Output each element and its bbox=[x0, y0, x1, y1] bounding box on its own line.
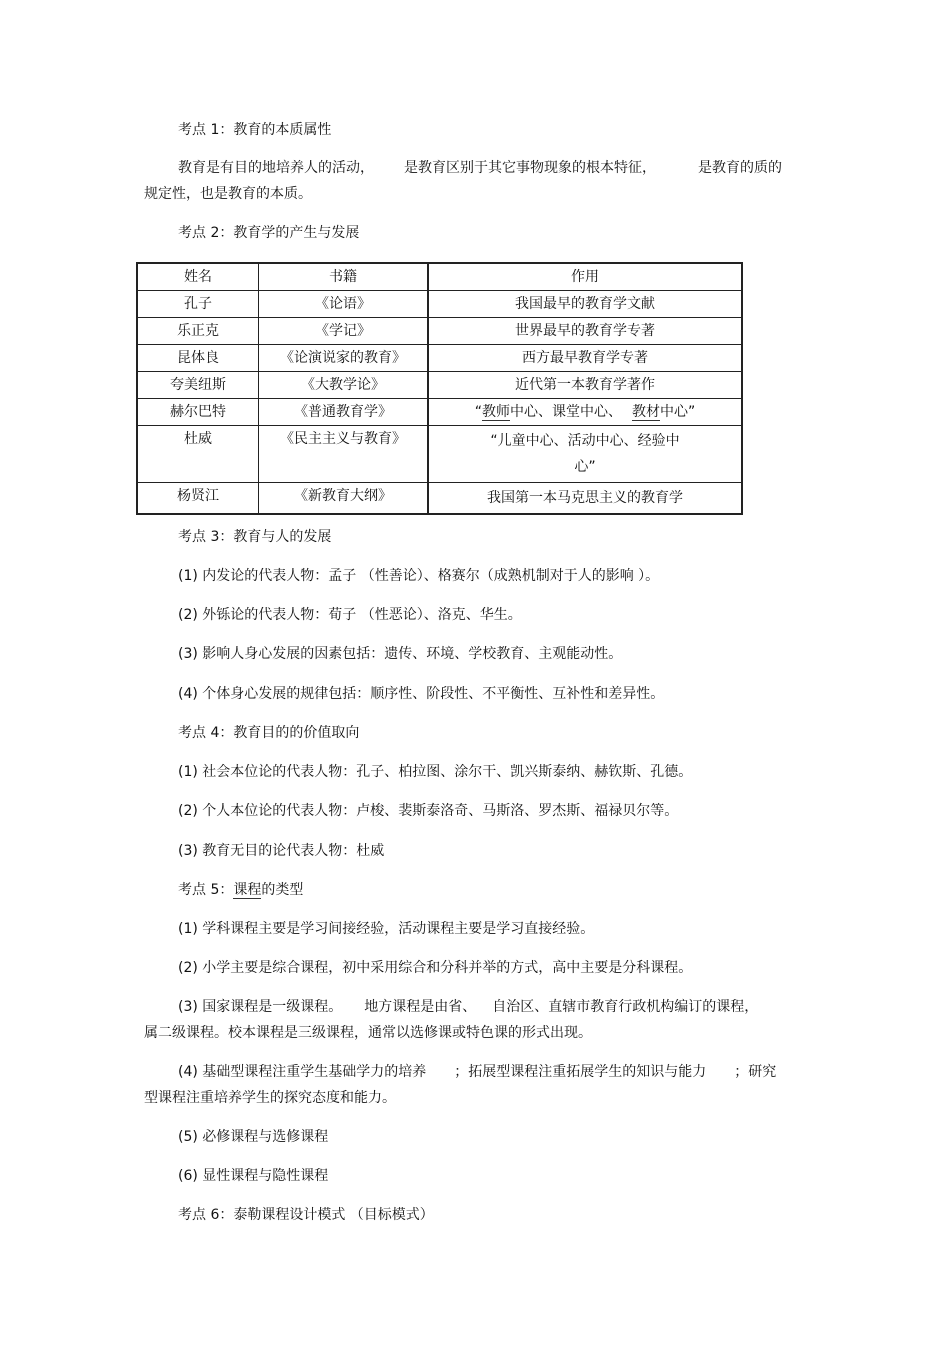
cell-name: 杨贤江 bbox=[137, 483, 259, 515]
kaodian1-para-part3: 是教育的质的 bbox=[698, 160, 782, 176]
kaodian5-title-suffix: 的类型 bbox=[261, 882, 304, 898]
role-end: 中心” bbox=[660, 404, 696, 420]
kaodian4-item-3: (3) 教育无目的论代表人物：杜威 bbox=[178, 843, 385, 859]
kaodian4-item-1: (1) 社会本位论的代表人物：孔子、柏拉图、涂尔干、凯兴斯泰纳、赫钦斯、孔德。 bbox=[178, 764, 693, 780]
cell-role: 世界最早的教育学专著 bbox=[428, 318, 742, 345]
item4-part-c: ；研究 bbox=[734, 1064, 777, 1080]
cell-book: 《学记》 bbox=[259, 318, 429, 345]
kaodian1-paragraph-line2: 规定性，也是教育的本质。 bbox=[144, 186, 312, 202]
item3-part-c: 自治区、直辖市教育行政机构编订的课程， bbox=[492, 999, 759, 1015]
cell-name: 杜威 bbox=[137, 426, 259, 483]
item3-part-b: 地方课程是由省、 bbox=[364, 999, 477, 1015]
header-role: 作用 bbox=[428, 263, 742, 291]
role-text: 我国第一本马克思主义的教育学 bbox=[487, 490, 683, 506]
table-row bbox=[137, 345, 742, 372]
kaodian5-item-5: (5) 必修课程与选修课程 bbox=[178, 1129, 329, 1145]
kaodian6-title: 考点 6：泰勒课程设计模式 （目标模式） bbox=[178, 1207, 434, 1223]
kaodian4-item-2: (2) 个人本位论的代表人物：卢梭、裴斯泰洛奇、马斯洛、罗杰斯、福禄贝尔等。 bbox=[178, 803, 679, 819]
kaodian1-para-part1: 教育是有目的地培养人的活动， bbox=[178, 160, 374, 176]
cell-book: 《论语》 bbox=[259, 291, 429, 318]
kaodian4-title: 考点 4：教育目的的价值取向 bbox=[178, 725, 360, 741]
kaodian5-title bbox=[178, 881, 303, 899]
cell-name: 孔子 bbox=[137, 291, 259, 318]
cell-name: 赫尔巴特 bbox=[137, 399, 259, 426]
kaodian5-item-1: (1) 学科课程主要是学习间接经验，活动课程主要是学习直接经验。 bbox=[178, 921, 595, 937]
cell-book: 《普通教育学》 bbox=[259, 399, 429, 426]
kaodian5-item-4-line2: 型课程注重培养学生的探究态度和能力。 bbox=[144, 1090, 396, 1106]
cell-book: 《论演说家的教育》 bbox=[259, 345, 429, 372]
kaodian5-item-6: (6) 显性课程与隐性课程 bbox=[178, 1168, 329, 1184]
kaodian5-item-3-line1 bbox=[178, 998, 758, 1016]
cell-role bbox=[428, 483, 742, 515]
kaodian3-item-3: (3) 影响人身心发展的因素包括：遗传、环境、学校教育、主观能动性。 bbox=[178, 646, 623, 662]
header-book: 书籍 bbox=[259, 263, 429, 291]
kaodian3-item-2: (2) 外铄论的代表人物：荀子 （性恶论）、洛克、华生。 bbox=[178, 607, 522, 623]
cell-role-herbart bbox=[428, 399, 742, 426]
link-teacher[interactable]: 教师 bbox=[482, 404, 510, 420]
cell-book: 《新教育大纲》 bbox=[259, 483, 429, 515]
kaodian1-title: 考点 1：教育的本质属性 bbox=[178, 122, 332, 138]
cell-book: 《大教学论》 bbox=[259, 372, 429, 399]
header-name: 姓名 bbox=[137, 263, 259, 291]
table-header-row bbox=[137, 263, 742, 291]
kaodian3-item-1: (1) 内发论的代表人物：孟子 （性善论）、格赛尔（成熟机制对于人的影响 ）。 bbox=[178, 568, 660, 584]
kaodian5-item-3-line2: 属二级课程。校本课程是三级课程，通常以选修课或特色课的形式出现。 bbox=[144, 1025, 592, 1041]
table-row bbox=[137, 372, 742, 399]
cell-name: 昆体良 bbox=[137, 345, 259, 372]
table-row bbox=[137, 426, 742, 483]
cell-role bbox=[428, 426, 742, 483]
role-text: “儿童中心、活动中心、经验中心” bbox=[490, 433, 680, 475]
kaodian1-paragraph-line1 bbox=[178, 159, 782, 177]
link-textbook[interactable]: 教材 bbox=[632, 404, 660, 420]
kaodian5-item-4-line1 bbox=[178, 1063, 776, 1081]
kaodian3-title: 考点 3：教育与人的发展 bbox=[178, 529, 332, 545]
kaodian2-title: 考点 2：教育学的产生与发展 bbox=[178, 225, 360, 241]
kaodian5-item-2: (2) 小学主要是综合课程，初中采用综合和分科并举的方式，高中主要是分科课程。 bbox=[178, 960, 693, 976]
quote-open: “ bbox=[474, 404, 482, 420]
item3-part-a: (3) 国家课程是一级课程。 bbox=[178, 999, 343, 1015]
role-middle: 中心、课堂中心、 bbox=[510, 404, 622, 420]
education-history-table bbox=[136, 262, 743, 515]
link-curriculum[interactable]: 课程 bbox=[233, 882, 262, 898]
cell-role: 西方最早教育学专著 bbox=[428, 345, 742, 372]
cell-book: 《民主主义与教育》 bbox=[259, 426, 429, 483]
cell-name: 夸美纽斯 bbox=[137, 372, 259, 399]
cell-role: 我国最早的教育学文献 bbox=[428, 291, 742, 318]
table-row bbox=[137, 318, 742, 345]
table-row bbox=[137, 291, 742, 318]
kaodian1-para-part2: 是教育区别于其它事物现象的根本特征， bbox=[404, 160, 656, 176]
table-row bbox=[137, 483, 742, 515]
table-row bbox=[137, 399, 742, 426]
cell-name: 乐正克 bbox=[137, 318, 259, 345]
cell-role: 近代第一本教育学著作 bbox=[428, 372, 742, 399]
item4-part-b: ；拓展型课程注重拓展学生的知识与能力 bbox=[454, 1064, 707, 1080]
item4-part-a: (4) 基础型课程注重学生基础学力的培养 bbox=[178, 1064, 427, 1080]
kaodian5-title-prefix: 考点 5： bbox=[178, 882, 234, 898]
kaodian3-item-4: (4) 个体身心发展的规律包括：顺序性、阶段性、不平衡性、互补性和差异性。 bbox=[178, 686, 665, 702]
